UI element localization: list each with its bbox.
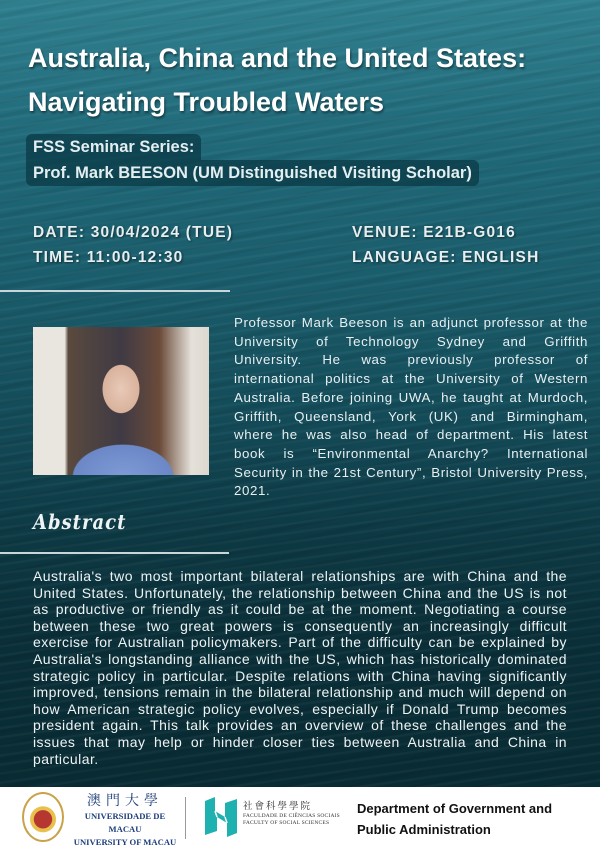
department-name — [357, 798, 552, 840]
university-of-macau-logo — [70, 793, 180, 849]
fss-logo-icon — [205, 797, 237, 837]
department-name-line2: Public Administration — [357, 822, 491, 837]
fss-portuguese-name: FACULDADE DE CIÊNCIAS SOCIAIS — [243, 813, 340, 819]
fss-english-name: FACULTY OF SOCIAL SCIENCES — [243, 820, 330, 826]
event-date: DATE: 30/04/2024 (TUE) — [33, 224, 234, 241]
event-venue: VENUE: E21B-G016 — [352, 224, 516, 241]
poster-title: Australia, China and the United States: Navigating Troubled Waters — [28, 43, 527, 117]
series-name: FSS Seminar Series: — [26, 134, 201, 160]
um-portuguese-name: UNIVERSIDADE DE MACAU — [84, 811, 166, 834]
event-language: LANGUAGE: ENGLISH — [352, 249, 540, 266]
abstract-heading: Abstract — [33, 510, 127, 535]
speaker-bio: Professor Mark Beeson is an adjunct professor at the University of Technology Sydney and Griffith University. He was previously professor of international politics at the University of Western Australia. Before joining UWA, he taught at Murdoch, Griffith, Queensland, York (UK) and Birmingham, where he was also head of department. His latest book is “Environmental Anarchy? International Security in the 21st Century”, Bristol University Press, 2021. — [234, 315, 588, 499]
event-time: TIME: 11:00-12:30 — [33, 249, 184, 266]
abstract-divider-line — [0, 552, 229, 554]
seminar-series-box — [26, 134, 479, 186]
um-chinese-name: 澳門大學 — [87, 793, 163, 809]
divider-line — [0, 290, 230, 292]
department-name-line1: Department of Government and — [357, 801, 553, 816]
logo-divider — [185, 797, 186, 839]
event-location — [352, 220, 539, 270]
speaker-photo — [33, 327, 209, 475]
abstract-text: Australia's two most important bilateral relationships are with China and the United States. Unfortunately, the relationship between China and the US is not as productive or friendly as it could be at the moment. Negotiating a course between these two great powers is consequently an increasingly difficult exercise for Australian policymakers. Part of the difficulty can be explained by Australia's longstanding alliance with the US, which has historically dominated strategic policy in particular. Despite relations with China having significantly improved, tensions remain in the bilateral relationship and much will depend on how American strategic policy evolves, especially if Donald Trump becomes president again. This talk provides an overview of these challenges and the issues that may help or hinder closer ties between Australia and China in particular. — [33, 568, 567, 767]
fss-chinese-name: 社會科學學院 — [243, 801, 313, 812]
footer-logos — [0, 787, 600, 849]
event-datetime — [33, 220, 233, 270]
fss-logo-text — [243, 801, 340, 827]
um-english-name: UNIVERSITY OF MACAU — [73, 837, 177, 847]
speaker-name: Prof. Mark BEESON (UM Distinguished Visiting Scholar) — [26, 160, 479, 186]
university-of-macau-seal-icon — [22, 792, 64, 842]
